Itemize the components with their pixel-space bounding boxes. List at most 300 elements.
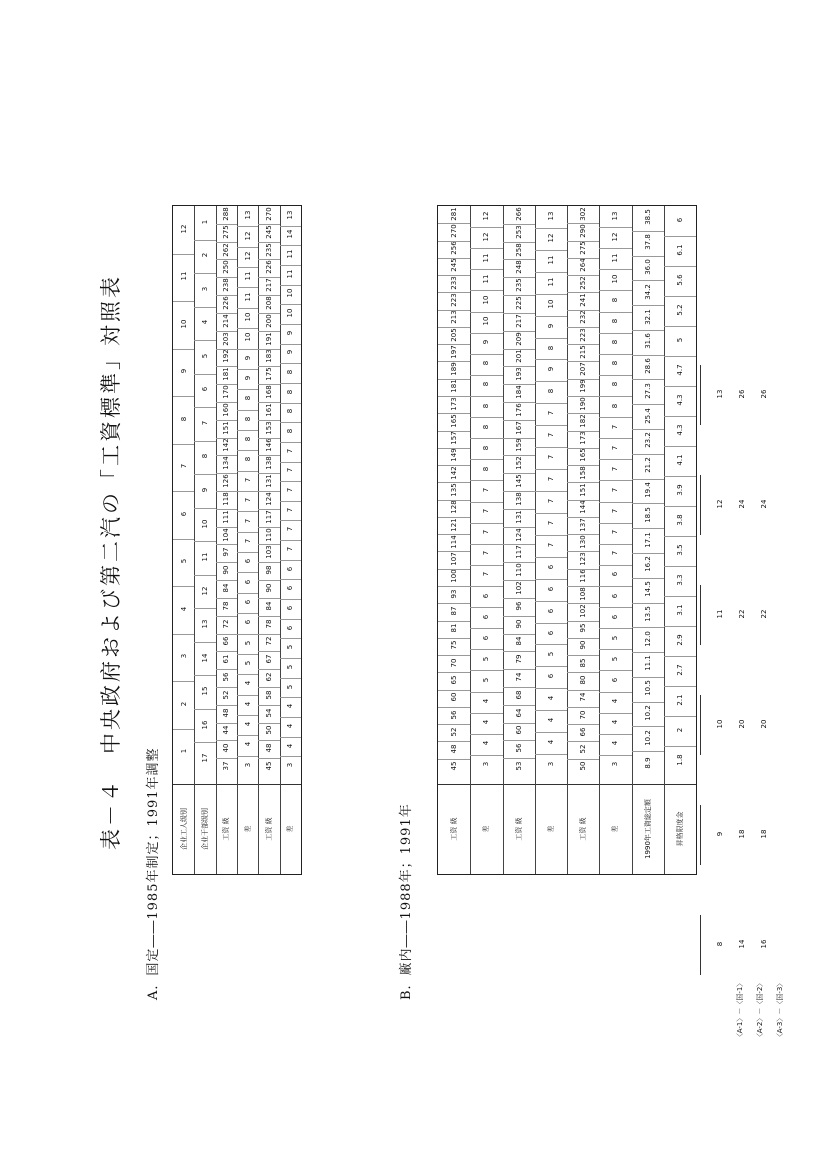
- table-b-cell-rule: [503, 616, 535, 617]
- table-a-cell-rule: [216, 384, 237, 385]
- table-b-cell: 28.6: [643, 358, 652, 374]
- table-b-cell: 74: [579, 692, 588, 702]
- table-b-cell-rule: [535, 447, 567, 448]
- table-b-cell: 281: [450, 206, 459, 221]
- table-b-cell: 8: [611, 361, 620, 366]
- table-b-cell: 3.3: [675, 574, 684, 586]
- note-brace: [700, 365, 707, 425]
- table-b-cell: 70: [450, 658, 459, 668]
- table-b-cell-rule: [599, 607, 631, 608]
- table-a-cell-rule: [280, 285, 301, 286]
- table-b-cell: 45: [450, 761, 459, 771]
- table-b-cell: 52: [450, 727, 459, 737]
- table-b-cell-rule: [503, 242, 535, 243]
- table-a: [172, 205, 302, 875]
- table-b-cell: 209: [514, 331, 523, 346]
- table-a-cell-rule: [173, 539, 194, 540]
- table-a-cell: 4: [243, 701, 252, 706]
- table-a-cell: 5: [243, 640, 252, 645]
- table-b-cell: 8.9: [643, 757, 652, 769]
- table-a-cell: 131: [265, 474, 273, 488]
- table-b-cell: 124: [514, 527, 523, 542]
- table-b-cell: 79: [514, 654, 523, 664]
- table-a-cell-rule: [237, 471, 258, 472]
- table-b-cell: 10.2: [643, 730, 652, 746]
- table-b-cell: 12.0: [643, 630, 652, 647]
- table-a-cell: 6: [243, 579, 252, 584]
- table-a-cell: 262: [222, 242, 231, 257]
- table-b-row-label: 昇格限度金: [675, 811, 684, 847]
- table-b-cell: 8: [482, 403, 491, 408]
- table-a-cell: 160: [222, 403, 231, 417]
- table-a-cell-rule: [216, 758, 237, 759]
- table-a-cell: 4: [179, 606, 188, 611]
- table-b-cell-rule: [632, 379, 664, 380]
- table-a-cell-rule: [237, 613, 258, 614]
- table-a-cell: 4: [286, 703, 295, 709]
- table-a-cell: 8: [286, 389, 295, 394]
- table-b-cell-rule: [567, 241, 599, 242]
- table-b-cell: 142: [450, 466, 459, 480]
- table-b-cell: 215: [579, 345, 588, 359]
- table-b-cell: 5: [482, 656, 491, 662]
- table-a-cell-rule: [216, 580, 237, 581]
- table-a-cell: 6: [286, 566, 295, 571]
- table-b-cell-rule: [470, 755, 502, 756]
- table-b-cell-rule: [567, 741, 599, 742]
- table-b-cell-rule: [438, 586, 470, 587]
- table-b-cell: 2.1: [675, 694, 684, 706]
- table-b-cell: 165: [450, 414, 459, 428]
- table-a-cell-rule: [237, 328, 258, 329]
- table-a-cell-rule: [237, 695, 258, 696]
- table-a-cell: 3: [286, 762, 295, 768]
- table-b-cell-rule: [535, 754, 567, 755]
- table-b-cell-rule: [567, 396, 599, 397]
- table-b-cell: 159: [514, 438, 523, 453]
- table-b-cell-rule: [599, 312, 631, 313]
- table-b-cell: 64: [514, 708, 523, 718]
- table-b-cell-rule: [567, 344, 599, 345]
- table-b-cell: 16.2: [643, 556, 652, 573]
- table-b-cell-rule: [470, 565, 502, 566]
- table-b-cell-rule: [503, 438, 535, 439]
- table-a-cell-rule: [280, 717, 301, 718]
- table-b-cell-rule: [438, 672, 470, 673]
- table-a-cell: 170: [222, 385, 231, 399]
- table-a-cell: 7: [286, 468, 295, 473]
- table-a-cell: 90: [265, 583, 273, 593]
- table-b-cell-rule: [632, 603, 664, 604]
- table-a-cell-rule: [237, 308, 258, 309]
- table-b-cell-rule: [503, 349, 535, 350]
- table-a-row-label: 工资 級: [265, 817, 273, 841]
- table-b-cell-rule: [535, 294, 567, 295]
- table-a-cell: 4: [243, 742, 252, 747]
- table-b-cell: 31.6: [643, 333, 652, 350]
- table-b-cell-rule: [503, 224, 535, 225]
- table-b-cell-rule: [567, 690, 599, 691]
- table-a-cell: 168: [265, 385, 273, 399]
- table-b-cell: 6: [611, 677, 620, 683]
- table-b-cell-rule: [438, 741, 470, 742]
- table-b-cell-rule: [567, 361, 599, 362]
- table-b-cell: 235: [514, 278, 523, 292]
- table-b-cell-rule: [438, 551, 470, 552]
- table-b-cell-rule: [599, 692, 631, 693]
- table-a-row-label: 工资 級: [222, 817, 231, 841]
- table-b-cell: 6: [675, 217, 684, 223]
- table-a-cell-rule: [258, 580, 279, 581]
- note-brace: [700, 805, 707, 865]
- table-b-cell-rule: [470, 544, 502, 545]
- table-a-cell-rule: [258, 598, 279, 599]
- table-b-cell: 23.2: [643, 432, 652, 449]
- table-a-cell-rule: [237, 634, 258, 635]
- table-b-cell-rule: [438, 707, 470, 708]
- table-a-cell: 12: [243, 231, 252, 240]
- table-b-cell-rule: [470, 607, 502, 608]
- table-b-cell: 102: [579, 604, 588, 618]
- table-a-cell: 10: [201, 519, 209, 528]
- note-label: 〈A-2〉－〈国-2〉: [756, 979, 764, 1041]
- table-a-cell-rule: [173, 729, 194, 730]
- table-b-cell: 7: [611, 424, 620, 429]
- table-a-cell: 10: [243, 332, 252, 342]
- table-b-cell-rule: [503, 384, 535, 385]
- table-a-cell-rule: [194, 742, 215, 743]
- table-a-cell-rule: [194, 374, 215, 375]
- table-b-col-rule: [470, 206, 471, 874]
- table-b-cell-rule: [567, 603, 599, 604]
- table-a-cell-rule: [258, 331, 279, 332]
- table-b-cell-rule: [470, 628, 502, 629]
- table-a-cell: 8: [286, 428, 295, 434]
- table-a-cell-rule: [280, 245, 301, 246]
- table-a-cell-rule: [280, 697, 301, 698]
- table-b-cell-rule: [503, 473, 535, 474]
- table-a-row-label: 差: [286, 825, 295, 833]
- table-b-cell: 8: [546, 345, 555, 350]
- table-a-cell: 44: [222, 726, 231, 735]
- table-b-cell: 2: [675, 727, 684, 733]
- table-b-cell: 14.5: [643, 581, 652, 597]
- table-a-cell: 226: [265, 260, 273, 275]
- table-b-cell: 6: [546, 586, 555, 591]
- table-b-cell: 248: [514, 260, 523, 275]
- table-b-cell: 4: [482, 741, 491, 746]
- table-b-cell-rule: [503, 527, 535, 528]
- table-a-cell-rule: [258, 562, 279, 563]
- table-a-cell: 67: [265, 654, 273, 664]
- table-a-cell-rule: [237, 735, 258, 736]
- note-value: 26: [760, 389, 768, 399]
- table-b-cell: 4: [546, 739, 555, 745]
- table-a-cell: 214: [222, 314, 231, 328]
- table-b-cell-rule: [470, 227, 502, 228]
- table-a-cell-rule: [216, 349, 237, 350]
- table-b-cell-rule: [503, 544, 535, 545]
- table-a-cell: 6: [286, 586, 295, 591]
- table-b-cell: 173: [450, 396, 459, 411]
- table-a-cell: 142: [222, 438, 231, 453]
- table-a-cell: 12: [243, 251, 252, 261]
- table-a-cell-rule: [237, 674, 258, 675]
- table-b-cell-rule: [438, 361, 470, 362]
- table-b-cell: 90: [579, 641, 588, 650]
- table-a-cell-rule: [258, 616, 279, 617]
- table-b-cell-rule: [567, 482, 599, 483]
- table-a-cell: 7: [243, 497, 252, 503]
- table-b-cell: 256: [450, 241, 459, 255]
- note-value: 13: [716, 389, 724, 399]
- table-b-cell: 52: [579, 744, 588, 754]
- table-b-cell: 4: [611, 719, 620, 725]
- table-a-cell: 61: [222, 654, 231, 664]
- table-b-cell-rule: [438, 413, 470, 414]
- table-b-cell: 7: [546, 476, 555, 482]
- table-a-cell: 191: [265, 331, 273, 346]
- table-a-cell-rule: [237, 389, 258, 390]
- table-b-cell: 56: [450, 710, 459, 719]
- table-b-cell: 8: [482, 466, 491, 472]
- table-b-cell: 38.5: [643, 209, 652, 226]
- table-b-cell: 60: [514, 726, 523, 735]
- table-b-cell: 3.9: [675, 484, 684, 496]
- table-b-cell: 130: [579, 535, 588, 549]
- table-b-cell-rule: [438, 310, 470, 311]
- table-b-cell: 3: [482, 762, 491, 767]
- table-a-cell-rule: [194, 340, 215, 341]
- note-value: 8: [716, 941, 724, 947]
- table-a-cell: 111: [222, 510, 231, 524]
- table-b-cell: 167: [514, 420, 523, 435]
- table-a-cell-rule: [280, 422, 301, 423]
- table-b-cell: 7: [611, 487, 620, 493]
- table-b-cell-rule: [567, 517, 599, 518]
- table-b-cell-rule: [567, 672, 599, 673]
- table-b-cell: 190: [579, 396, 588, 411]
- table-b-cell-rule: [535, 644, 567, 645]
- table-a-cell-rule: [216, 224, 237, 225]
- table-b-cell-rule: [438, 275, 470, 276]
- table-a-cell: 217: [265, 278, 273, 292]
- table-a-cell-rule: [194, 307, 215, 308]
- table-a-cell: 10: [179, 319, 188, 329]
- table-b-cell: 2.7: [675, 664, 684, 676]
- table-a-cell-rule: [173, 254, 194, 255]
- note-value: 20: [760, 719, 768, 729]
- table-b-cell-rule: [438, 724, 470, 725]
- table-b-cell-rule: [632, 330, 664, 331]
- note-value: 18: [760, 829, 768, 839]
- table-b-cell-rule: [664, 746, 696, 747]
- table-b-cell-rule: [503, 669, 535, 670]
- table-b-cell: 225: [514, 296, 523, 310]
- table-b-cell-rule: [438, 517, 470, 518]
- table-a-cell-rule: [216, 669, 237, 670]
- table-b-cell: 245: [450, 258, 459, 273]
- table-b-cell-rule: [438, 500, 470, 501]
- table-b-row-label: 工资 級: [514, 817, 523, 841]
- table-b-cell-rule: [535, 710, 567, 711]
- table-b-cell: 241: [579, 293, 588, 307]
- table-a-cell-rule: [258, 349, 279, 350]
- table-a-cell-rule: [258, 242, 279, 243]
- table-a-cell-rule: [258, 384, 279, 385]
- table-a-cell-rule: [216, 259, 237, 260]
- table-a-cell: 208: [265, 296, 273, 310]
- table-b-cell-rule: [438, 482, 470, 483]
- table-b-cell-rule: [503, 455, 535, 456]
- table-a-cell-rule: [173, 396, 194, 397]
- table-b-cell: 173: [579, 431, 588, 445]
- table-b-cell-rule: [503, 598, 535, 599]
- table-b-col-rule: [567, 206, 568, 874]
- table-a-cell: 6: [201, 387, 209, 392]
- table-a-cell-rule: [280, 737, 301, 738]
- table-a-cell-rule: [237, 593, 258, 594]
- table-a-cell-rule: [216, 723, 237, 724]
- table-b-cell-rule: [438, 448, 470, 449]
- table-b-cell-rule: [503, 402, 535, 403]
- table-b-cell-rule: [664, 386, 696, 387]
- table-a-cell-rule: [194, 608, 215, 609]
- table-b-cell-rule: [567, 431, 599, 432]
- table-a-cell-rule: [237, 349, 258, 350]
- table-b-cell: 8: [611, 382, 620, 387]
- table-b-cell-rule: [535, 666, 567, 667]
- table-b-cell: 6: [611, 614, 620, 619]
- table-b-cell: 8: [546, 389, 555, 394]
- table-b-cell: 145: [514, 474, 523, 488]
- table-a-cell: 6: [179, 511, 188, 516]
- table-b-cell-rule: [664, 716, 696, 717]
- table-a-cell-rule: [216, 438, 237, 439]
- table-b-cell: 66: [579, 727, 588, 737]
- table-b-cell: 7: [611, 466, 620, 472]
- table-a-cell-rule: [258, 705, 279, 706]
- table-b-cell: 302: [579, 206, 588, 221]
- table-a-cell-rule: [280, 442, 301, 443]
- table-a-cell-rule: [194, 642, 215, 643]
- table-b-cell-rule: [567, 275, 599, 276]
- table-a-cell: 37: [222, 761, 231, 771]
- table-b-cell: 56: [514, 743, 523, 753]
- table-a-cell-rule: [280, 756, 301, 757]
- table-a-cell: 153: [265, 420, 273, 435]
- table-a-cell: 124: [265, 492, 273, 506]
- table-a-cell-rule: [216, 562, 237, 563]
- table-b-cell: 176: [514, 403, 523, 417]
- table-a-cell-rule: [258, 473, 279, 474]
- table-a-cell-rule: [280, 599, 301, 600]
- table-a-cell: 6: [243, 599, 252, 605]
- table-a-cell: 4: [243, 721, 252, 727]
- table-b-cell-rule: [503, 651, 535, 652]
- table-a-cell: 138: [265, 456, 273, 470]
- table-a-cell: 7: [286, 448, 295, 453]
- table-b-cell: 158: [579, 466, 588, 480]
- table-a-cell: 9: [201, 487, 209, 493]
- table-b-cell: 4: [482, 698, 491, 704]
- table-a-cell: 90: [222, 565, 231, 575]
- table-b-cell-rule: [567, 500, 599, 501]
- table-a-cell: 9: [243, 355, 252, 360]
- table-a-cell: 181: [222, 367, 231, 381]
- table-a-row-label: 企业干部级别: [201, 808, 209, 850]
- table-a-cell-rule: [258, 277, 279, 278]
- table-b-cell: 123: [579, 552, 588, 566]
- table-b-cell: 7: [546, 432, 555, 438]
- table-b-cell: 7: [546, 498, 555, 504]
- table-b-cell: 11: [546, 255, 555, 265]
- table-a-cell: 10: [286, 308, 295, 318]
- table-b-cell: 258: [514, 242, 523, 257]
- table-b-cell: 193: [514, 367, 523, 381]
- table-b-col-rule: [664, 206, 665, 874]
- table-b-cell-rule: [632, 355, 664, 356]
- note-brace: [700, 915, 707, 975]
- table-b-cell-rule: [664, 506, 696, 507]
- table-a-cell-rule: [258, 455, 279, 456]
- table-b-cell-rule: [599, 248, 631, 249]
- table-b-cell-rule: [535, 579, 567, 580]
- table-a-cell: 3: [243, 762, 252, 768]
- table-b-cell: 74: [514, 672, 523, 682]
- table-a-cell-rule: [237, 511, 258, 512]
- table-b-cell: 7: [482, 572, 491, 577]
- table-a-cell-rule: [216, 598, 237, 599]
- table-b-cell-rule: [503, 723, 535, 724]
- table-b-cell: 8: [482, 382, 491, 387]
- table-b-cell: 7: [611, 529, 620, 535]
- table-b-cell: 4.3: [675, 394, 684, 406]
- table-b-cell: 6: [482, 635, 491, 640]
- table-b-cell-rule: [503, 509, 535, 510]
- table-a-cell-rule: [216, 740, 237, 741]
- table-a-cell: 134: [222, 456, 231, 470]
- table-a-cell: 48: [222, 708, 231, 718]
- table-a-cell: 98: [265, 565, 273, 575]
- table-b-cell-rule: [664, 686, 696, 687]
- table-b-cell: 107: [450, 552, 459, 566]
- table-b-cell: 6: [546, 630, 555, 635]
- table-a-cell: 11: [286, 249, 295, 259]
- table-b-cell-rule: [438, 431, 470, 432]
- table-b-cell-rule: [599, 502, 631, 503]
- table-a-cell-rule: [194, 273, 215, 274]
- table-a-cell-rule: [258, 687, 279, 688]
- table-a-cell-rule: [194, 474, 215, 475]
- table-a-cell: 126: [222, 474, 231, 488]
- table-b-cell-rule: [664, 536, 696, 537]
- table-a-cell-rule: [280, 540, 301, 541]
- table-b-cell-rule: [599, 565, 631, 566]
- table-b-cell: 7: [482, 487, 491, 493]
- table-a-cell: 2: [201, 253, 209, 258]
- table-a-cell: 2: [179, 701, 188, 706]
- table-b-cell-rule: [535, 623, 567, 624]
- table-b-cell-rule: [567, 569, 599, 570]
- table-b-col-rule: [503, 206, 504, 874]
- table-b-cell-rule: [632, 627, 664, 628]
- table-b-cell: 7: [611, 508, 620, 514]
- table-a-cell-rule: [216, 687, 237, 688]
- table-b-cell: 128: [450, 500, 459, 514]
- table-a-cell: 104: [222, 527, 231, 542]
- notes-area: [700, 205, 810, 1065]
